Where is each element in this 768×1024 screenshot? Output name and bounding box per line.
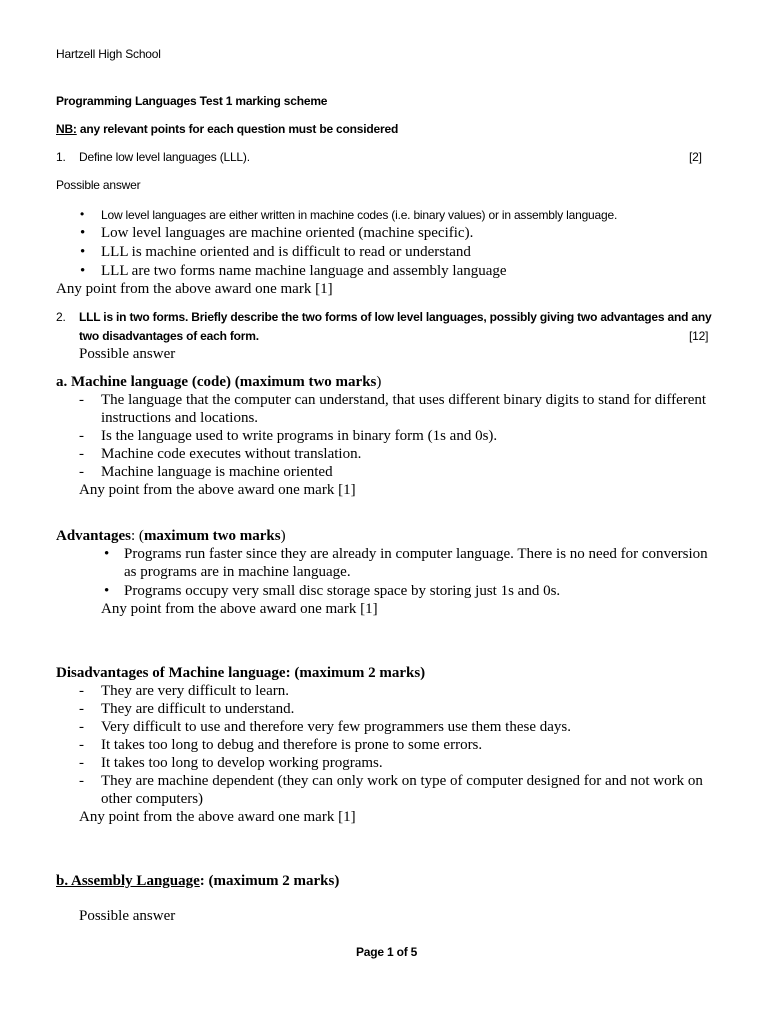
machine-item-1: The language that the computer can understand, that uses different binary digits to stand for different [101, 392, 707, 408]
bullet-icon [104, 583, 109, 600]
school-name: Hartzell High School [56, 47, 161, 61]
dash-icon [79, 719, 84, 736]
disadvantages-award: Any point from the above award one mark [1] [79, 809, 356, 825]
advantage-item-2: Programs occupy very small disc storage space by storing just 1s and 0s. [124, 583, 561, 599]
advantages-heading-part-b: : ( [131, 528, 144, 544]
advantages-heading-part-c: maximum two marks [143, 528, 281, 544]
q1-bullet-4: LLL are two forms name machine language and assembly language [101, 263, 507, 279]
bullet-icon [80, 207, 84, 221]
dash-icon [79, 773, 84, 790]
advantages-award: Any point from the above award one mark [1] [101, 601, 378, 617]
assembly-language-heading [56, 873, 339, 890]
q2-question-line-2: two disadvantages of each form. [79, 329, 259, 343]
bullet-icon [80, 244, 85, 261]
disadvantage-item-6: They are machine dependent (they can only work on type of computer designed for and not work on [101, 773, 703, 789]
bullet-icon [104, 546, 109, 563]
advantage-item-1: Programs run faster since they are already in computer language. There is no need for conversion [124, 546, 708, 562]
assembly-heading-part-b: : (maximum 2 marks) [199, 873, 340, 889]
document-title: Programming Languages Test 1 marking scheme [56, 94, 328, 108]
disadvantage-item-2: They are difficult to understand. [101, 701, 295, 717]
dash-icon [79, 683, 84, 700]
advantage-item-1-cont: as programs are in machine language. [124, 564, 351, 580]
note-label: NB: [56, 122, 77, 136]
machine-item-3: Machine code executes without translation. [101, 446, 362, 462]
disadvantage-item-1: They are very difficult to learn. [101, 683, 289, 699]
q1-award: Any point from the above award one mark [1] [56, 281, 333, 297]
q1-number: 1. [56, 150, 66, 164]
machine-heading-part-c: ) [376, 374, 382, 390]
machine-item-2: Is the language used to write programs in binary form (1s and 0s). [101, 428, 498, 444]
q1-question: Define low level languages (LLL). [79, 150, 250, 164]
q2-marks: [12] [689, 329, 709, 343]
machine-heading-part-a: a. Machine language (code) ( [56, 374, 240, 390]
q2-question-line-1: LLL is in two forms. Briefly describe the two forms of low level languages, possibly giving two advantages and any [79, 310, 712, 324]
q2-possible-answer: Possible answer [79, 346, 176, 362]
dash-icon [79, 701, 84, 718]
dash-icon [79, 392, 84, 409]
q1-marks: [2] [689, 150, 702, 164]
assembly-heading-part-a: b. Assembly Language [56, 873, 200, 889]
assembly-possible-answer: Possible answer [79, 908, 176, 924]
dash-icon [79, 755, 84, 772]
note-text: any relevant points for each question must be considered [76, 122, 399, 136]
bullet-icon [80, 263, 85, 280]
dash-icon [79, 428, 84, 445]
machine-language-heading [56, 374, 381, 391]
dash-icon [79, 464, 84, 481]
disadvantages-heading: Disadvantages of Machine language: (maximum 2 marks) [56, 665, 426, 681]
dash-icon [79, 446, 84, 463]
machine-item-4: Machine language is machine oriented [101, 464, 333, 480]
page-number: Page 1 of 5 [356, 945, 418, 959]
machine-heading-part-b: maximum two marks [239, 374, 377, 390]
machine-item-1-cont: instructions and locations. [101, 410, 259, 426]
bullet-icon [80, 225, 85, 242]
disadvantage-item-3: Very difficult to use and therefore very few programmers use them these days. [101, 719, 571, 735]
disadvantage-item-6-cont: other computers) [101, 791, 204, 807]
note-line [56, 122, 398, 136]
advantages-heading-part-d: ) [280, 528, 286, 544]
q1-bullet-3: LLL is machine oriented and is difficult to read or understand [101, 244, 471, 260]
dash-icon [79, 737, 84, 754]
q1-bullet-2: Low level languages are machine oriented (machine specific). [101, 225, 474, 241]
machine-award: Any point from the above award one mark [1] [79, 482, 356, 498]
advantages-heading [56, 528, 286, 545]
disadvantage-item-5: It takes too long to develop working programs. [101, 755, 383, 771]
q1-bullet-1: Low level languages are either written in machine codes (i.e. binary values) or in assembly language. [101, 208, 618, 222]
advantages-heading-part-a: Advantages [56, 528, 132, 544]
q1-possible-answer: Possible answer [56, 178, 141, 192]
q2-number: 2. [56, 310, 66, 324]
disadvantage-item-4: It takes too long to debug and therefore is prone to some errors. [101, 737, 483, 753]
